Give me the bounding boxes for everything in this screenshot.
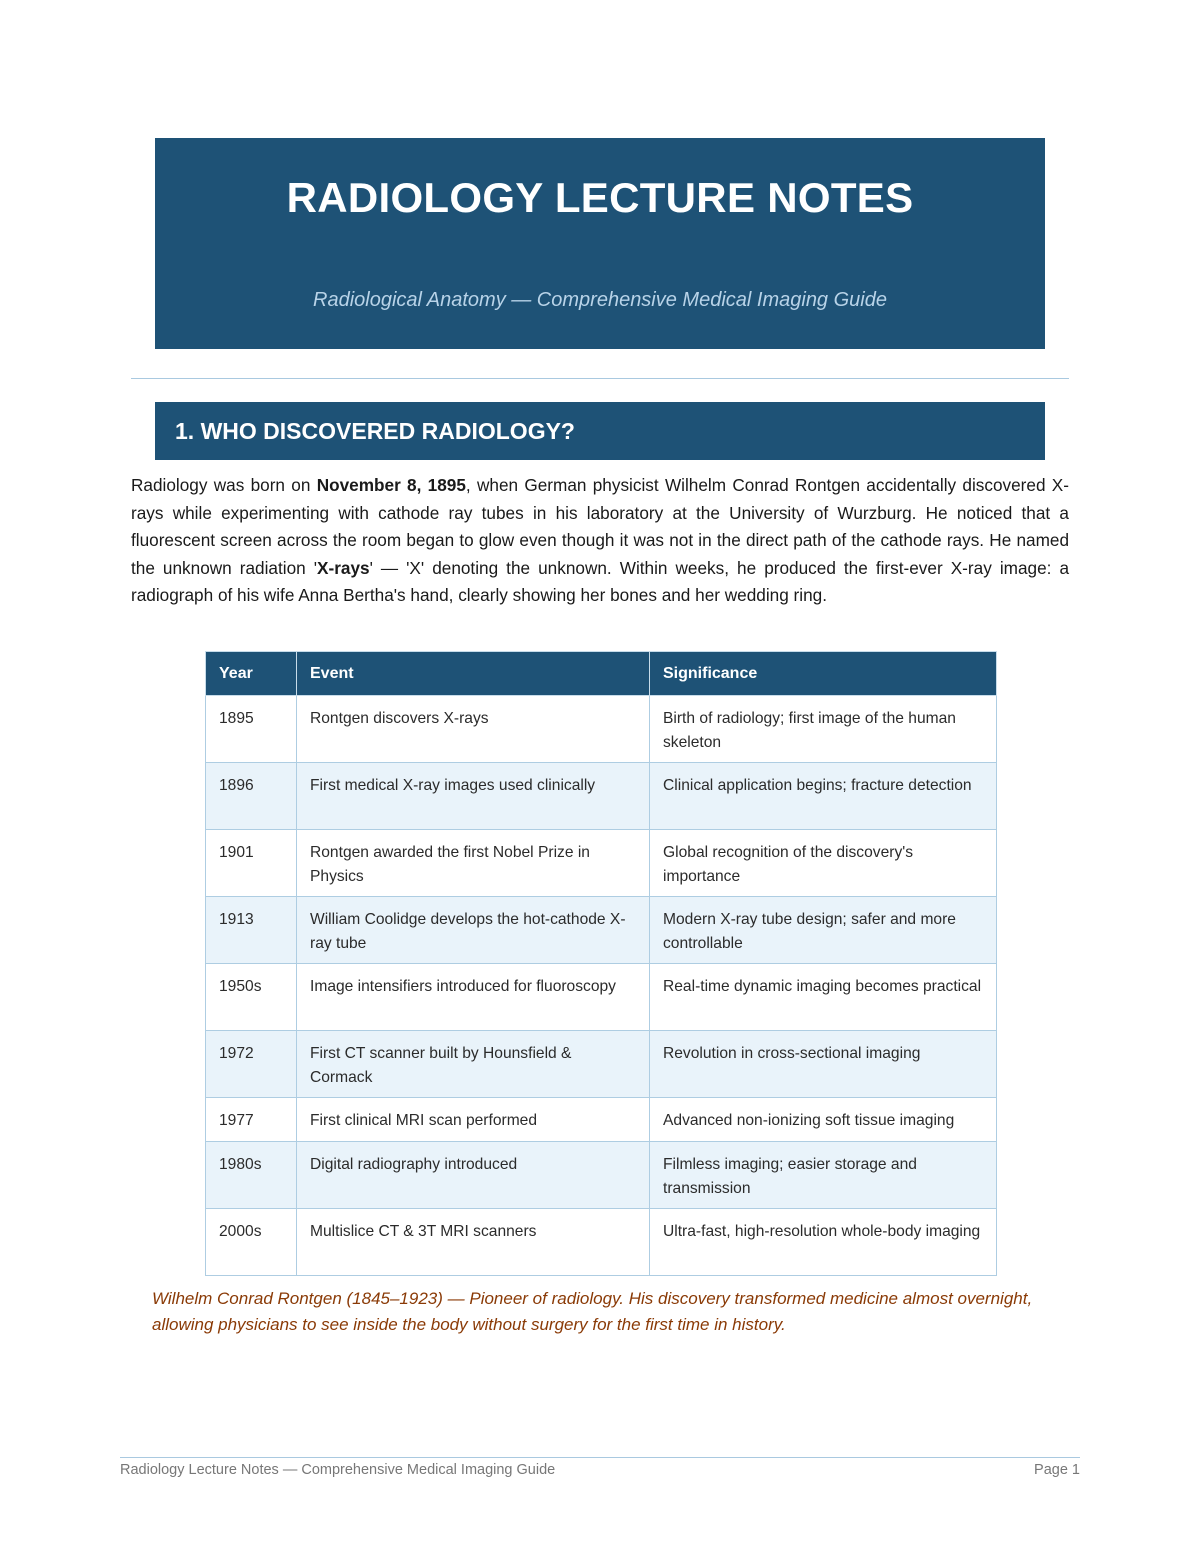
cell-year: 1950s	[206, 964, 297, 1031]
section-header	[155, 402, 1045, 460]
cell-event: Rontgen awarded the first Nobel Prize in Physics	[297, 830, 650, 897]
cell-year: 1896	[206, 763, 297, 830]
intro-date: November 8, 1895	[316, 475, 466, 495]
intro-text-2: , when German physicist Wilhelm Conrad Rontgen accidentally discovered X-rays while experimenting with cathode ray tubes in his laboratory at the University of Wurzburg. He noticed that a fluorescent screen across the room began to glow even though it was not in the direct path of the cathode rays. He named the unknown radiation '	[131, 475, 1069, 578]
table-row	[206, 1142, 997, 1209]
intro-text-1: Radiology was born on	[131, 475, 317, 495]
figure-caption: Wilhelm Conrad Rontgen (1845–1923) — Pioneer of radiology. His discovery transformed medicine almost overnight, allowing physicians to see inside the body without surgery for the first time in history.	[152, 1289, 1033, 1334]
header-divider	[131, 378, 1069, 379]
intro-text-3: ' — 'X' denoting the unknown. Within weeks, he produced the first-ever X-ray image: a radiograph of his wife Anna Bertha's hand, clearly showing her bones and her wedding ring.	[131, 557, 1070, 606]
cell-significance: Global recognition of the discovery's importance	[650, 830, 997, 897]
cell-significance: Revolution in cross-sectional imaging	[650, 1031, 997, 1098]
cell-significance: Real-time dynamic imaging becomes practical	[650, 964, 997, 1031]
footer-divider	[120, 1457, 1080, 1458]
table-row	[206, 1031, 997, 1098]
table-row	[206, 696, 997, 763]
cell-year: 1913	[206, 897, 297, 964]
cell-event: First medical X-ray images used clinically	[297, 763, 650, 830]
cell-event: First CT scanner built by Hounsfield & Cormack	[297, 1031, 650, 1098]
intro-paragraph	[131, 472, 1069, 610]
table-row	[206, 1098, 997, 1142]
table-row	[206, 830, 997, 897]
cell-significance: Birth of radiology; first image of the human skeleton	[650, 696, 997, 763]
cell-event: First clinical MRI scan performed	[297, 1098, 650, 1142]
cell-event: Multislice CT & 3T MRI scanners	[297, 1209, 650, 1276]
document-title: RADIOLOGY LECTURE NOTES	[286, 174, 914, 221]
table-header-row	[206, 652, 997, 696]
table-row	[206, 1209, 997, 1276]
cell-significance: Advanced non-ionizing soft tissue imaging	[650, 1098, 997, 1142]
cell-event: William Coolidge develops the hot-cathode X-ray tube	[297, 897, 650, 964]
table-row	[206, 964, 997, 1031]
document-subtitle: Radiological Anatomy — Comprehensive Medical Imaging Guide	[313, 289, 887, 311]
cell-year: 2000s	[206, 1209, 297, 1276]
header-year: Year	[206, 652, 297, 696]
table-row	[206, 763, 997, 830]
cell-event: Image intensifiers introduced for fluoroscopy	[297, 964, 650, 1031]
cell-significance: Ultra-fast, high-resolution whole-body imaging	[650, 1209, 997, 1276]
cell-event: Rontgen discovers X-rays	[297, 696, 650, 763]
table-row	[206, 897, 997, 964]
cell-significance: Filmless imaging; easier storage and transmission	[650, 1142, 997, 1209]
header-event: Event	[297, 652, 650, 696]
page-number: Page 1	[1034, 1462, 1080, 1478]
cell-year: 1901	[206, 830, 297, 897]
section-title: 1. WHO DISCOVERED RADIOLOGY?	[175, 418, 575, 444]
cell-significance: Clinical application begins; fracture detection	[650, 763, 997, 830]
intro-xrays: X-rays	[317, 557, 370, 578]
timeline-table	[205, 651, 997, 1276]
header-significance: Significance	[650, 652, 997, 696]
cell-year: 1980s	[206, 1142, 297, 1209]
cell-significance: Modern X-ray tube design; safer and more controllable	[650, 897, 997, 964]
cell-year: 1977	[206, 1098, 297, 1142]
cell-year: 1895	[206, 696, 297, 763]
footer-document-title: Radiology Lecture Notes — Comprehensive Medical Imaging Guide	[120, 1462, 556, 1478]
title-banner	[155, 138, 1045, 349]
cell-year: 1972	[206, 1031, 297, 1098]
cell-event: Digital radiography introduced	[297, 1142, 650, 1209]
